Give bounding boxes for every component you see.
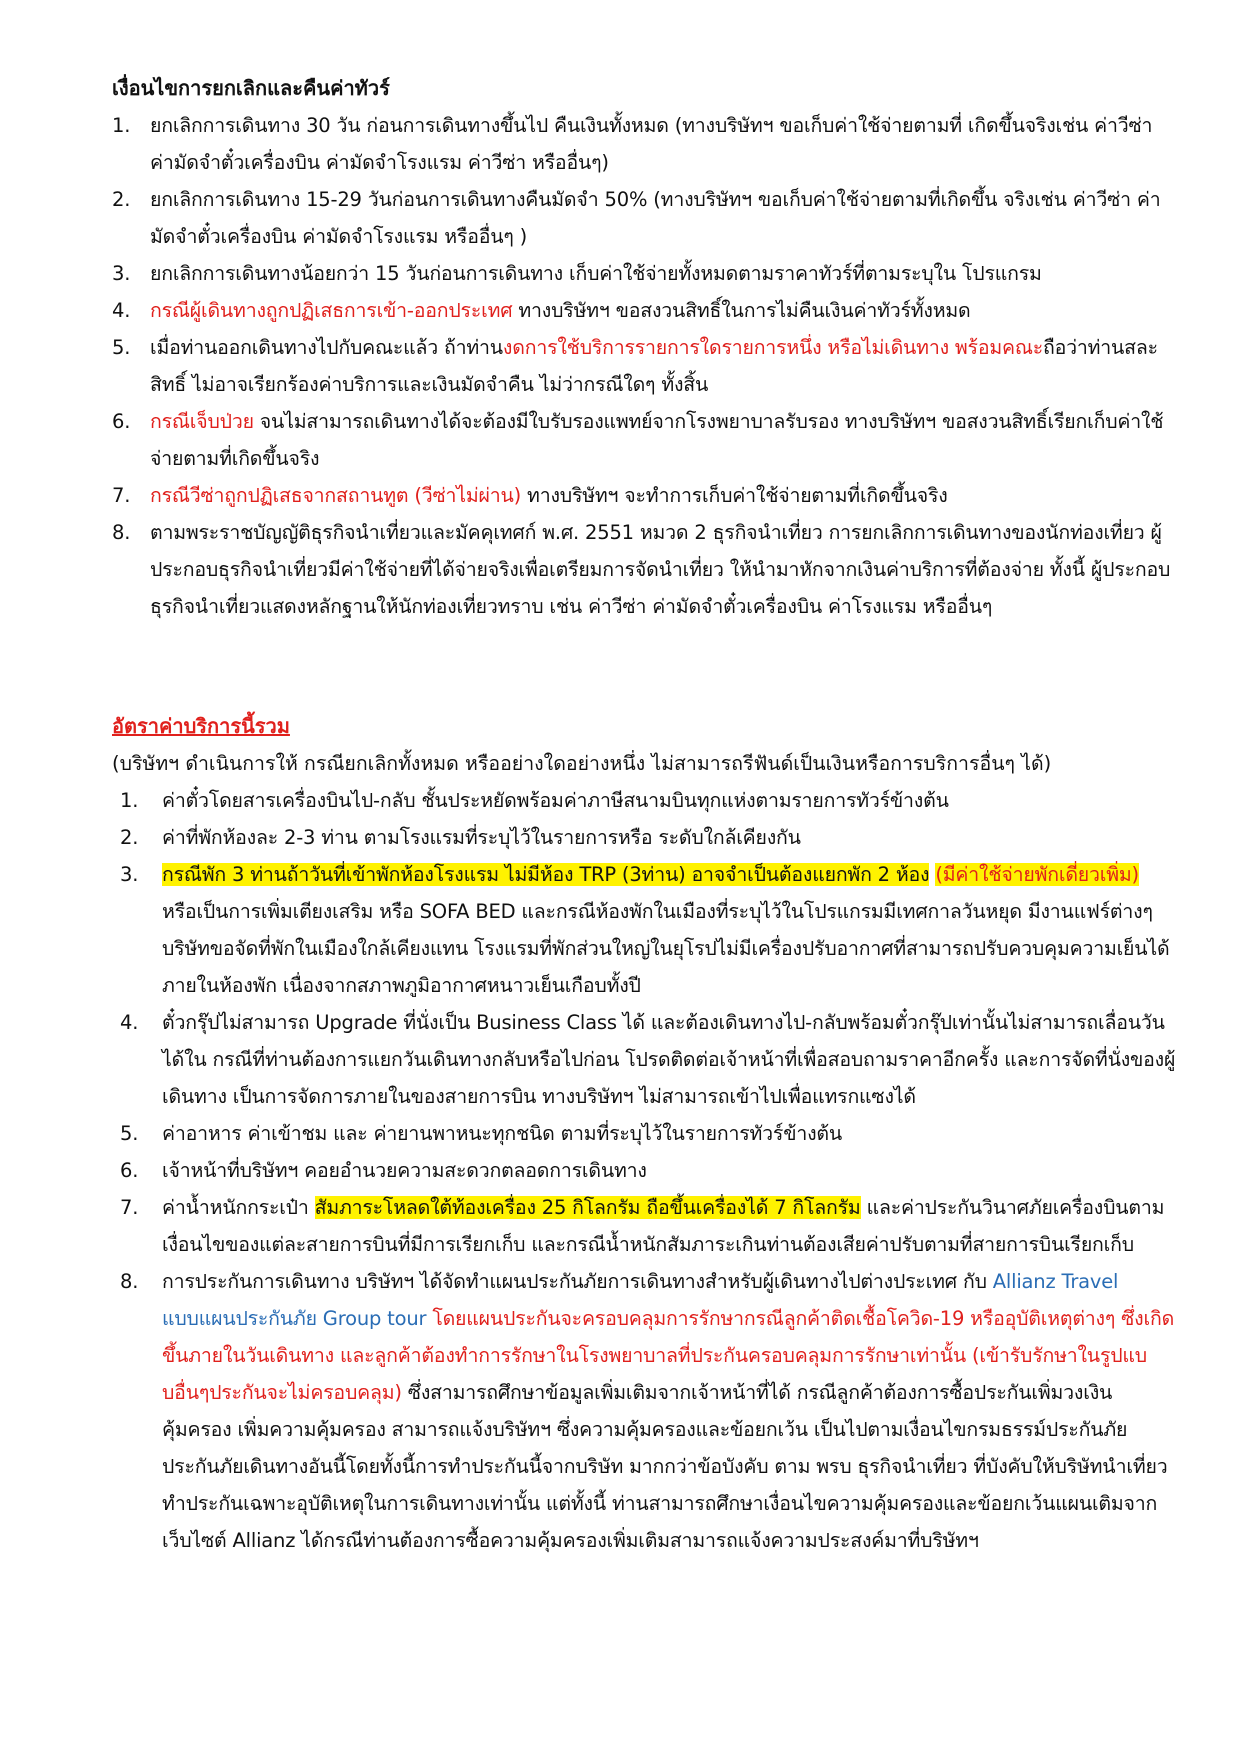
list-item-text: หรือเป็นการเพิ่มเตียงเสริม หรือ SOFA BED และกรณีห้องพักในเมืองที่ระบุไว้ในโปรแกรมมีเทศกาลวันหยุด มีงานแฟร์ต่างๆ บริษัทขอจัดที่พักในเมืองใกล้เคียงแทน โรงแรมที่พักส่วนใหญ่ในยุโรปไม่มีเครื่องปรับอากาศที่สามารถปรับควบคุมความเย็นได้ภายในห้องพัก เนื่องจากสภาพภูมิอากาศหนาวเย็นเกือบทั้งปี (162, 900, 1170, 997)
list-item-text: โดยแผนประกันจะครอบคลุมการรักษากรณีลูกค้าติดเชื้อโควิด-19 หรืออุบัติเหตุต่างๆ ซึ่งเกิดขึ้นภายในวันเดินทาง และลูกค้าต้องทำการรักษาในโรงพยาบาลที่ประกันครอบคลุมการรักษาเท่านั้น (เข้ารับรักษาในรูปแบบอื่นๆประกันจะไม่ครอบคลุม) (162, 1307, 1175, 1404)
list-item (112, 255, 1176, 292)
list-item (112, 782, 1176, 819)
list-item-text: และค่าประกันวินาศภัยเครื่องบินตามเงื่อนไขของแต่ละสายการบินที่มีการเรียกเก็บ และกรณีน้ำหนักสัมภาระเกินท่านต้องเสียค่าปรับตามที่สายการบินเรียกเก็บ (162, 1196, 1165, 1256)
list-item-text: ค่าที่พักห้องละ 2-3 ท่าน ตามโรงแรมที่ระบุไว้ในรายการหรือ ระดับใกล้เคียงกัน (162, 826, 801, 849)
list-item (112, 329, 1176, 403)
list-item-text: จนไม่สามารถเดินทางได้จะต้องมีใบรับรองแพทย์จากโรงพยาบาลรับรอง ทางบริษัทฯ ขอสงวนสิทธิ์เรียกเก็บค่าใช้จ่ายตามที่เกิดขึ้นจริง (150, 410, 1164, 470)
list-item-number: 7. (112, 484, 131, 507)
cancellation-conditions-section (112, 70, 1176, 625)
list-item-number: 2. (112, 188, 131, 211)
list-item (112, 181, 1176, 255)
list-item (112, 292, 1176, 329)
list-item-text: ค่าอาหาร ค่าเข้าชม และ ค่ายานพาหนะทุกชนิด ตามที่ระบุไว้ในรายการทัวร์ข้างต้น (162, 1122, 843, 1145)
list-item-number: 1. (120, 789, 139, 812)
list-item-text: ทางบริษัทฯ จะทำการเก็บค่าใช้จ่ายตามที่เกิดขึ้นจริง (521, 484, 948, 507)
cancellation-title: เงื่อนไขการยกเลิกและคืนค่าทัวร์ (112, 76, 390, 100)
included-title: อัตราค่าบริการนี้รวม (112, 714, 290, 738)
list-item-text: ทางบริษัทฯ ขอสงวนสิทธิ์ในการไม่คืนเงินค่าทัวร์ทั้งหมด (512, 299, 971, 322)
list-item (112, 514, 1176, 625)
list-item (112, 856, 1176, 1004)
list-item-number: 2. (120, 826, 139, 849)
list-item-number: 3. (120, 863, 139, 886)
list-item-text: Allianz Travel แบบแผนประกันภัย Group tour (162, 1270, 1119, 1330)
cancellation-list (112, 107, 1176, 625)
list-item-text: ค่าน้ำหนักกระเป๋า (162, 1196, 315, 1219)
included-list (112, 782, 1176, 1559)
list-item-text: เมื่อท่านออกเดินทางไปกับคณะแล้ว ถ้าท่าน (150, 336, 503, 359)
list-item-number: 4. (120, 1011, 139, 1034)
list-item (112, 477, 1176, 514)
list-item-number: 6. (112, 410, 131, 433)
list-item-text: (มีค่าใช้จ่ายพักเดี่ยวเพิ่ม) (935, 863, 1139, 886)
list-item-text: กรณีพัก 3 ท่านถ้าวันที่เข้าพักห้องโรงแรม ไม่มีห้อง TRP (3ท่าน) อาจจำเป็นต้องแยกพัก 2 ห้อง (162, 863, 930, 886)
list-item-text: งดการใช้บริการรายการใดรายการหนึ่ง หรือไม่เดินทาง พร้อมคณะ (502, 336, 1044, 359)
list-item-number: 1. (112, 114, 131, 137)
list-item-text: สัมภาระโหลดใต้ท้องเครื่อง 25 กิโลกรัม ถือขึ้นเครื่องได้ 7 กิโลกรัม (314, 1196, 861, 1219)
list-item (112, 1004, 1176, 1115)
list-item (112, 819, 1176, 856)
list-item-text: ซึ่งสามารถศึกษาข้อมูลเพิ่มเติมจากเจ้าหน้าที่ได้ กรณีลูกค้าต้องการซื้อประกันเพิ่มวงเงินคุ้มครอง เพิ่มความคุ้มครอง สามารถแจ้งบริษัทฯ ซึ่งความคุ้มครองและข้อยกเว้น เป็นไปตามเงื่อนไขกรมธรรม์ประกันภัย ประกันภัยเดินทางอันนี้โดยทั้งนี้การทำประกันนี้จากบริษัท มากกว่าข้อบังคับ ตาม พรบ ธุรกิจนำเที่ยว ที่บังคับให้บริษัทนำเที่ยว ทำประกันเฉพาะอุบัติเหตุในการเดินทางเท่านั้น แต่ทั้งนี้ ท่านสามารถศึกษาเงื่อนไขความคุ้มครองและข้อยกเว้นแผนเติมจากเว็บไซต์ Allianz ได้กรณีท่านต้องการซื้อความคุ้มครองเพิ่มเติมสามารถแจ้งความประสงค์มาที่บริษัทฯ (162, 1381, 1168, 1552)
list-item-number: 8. (120, 1270, 139, 1293)
list-item-text: ยกเลิกการเดินทาง 15-29 วันก่อนการเดินทางคืนมัดจำ 50% (ทางบริษัทฯ ขอเก็บค่าใช้จ่ายตามที่เกิดขึ้น จริงเช่น ค่าวีซ่า ค่ามัดจำตั๋วเครื่องบิน ค่ามัดจำโรงแรม หรืออื่นๆ ) (150, 188, 1161, 248)
list-item-number: 5. (112, 336, 131, 359)
list-item (112, 1115, 1176, 1152)
list-item-text: การประกันการเดินทาง บริษัทฯ ได้จัดทำแผนประกันภัยการเดินทางสำหรับผู้เดินทางไปต่างประเทศ กับ (162, 1270, 993, 1293)
list-item (112, 107, 1176, 181)
list-item-text: ตามพระราชบัญญัติธุรกิจนำเที่ยวและมัคคุเทศก์ พ.ศ. 2551 หมวด 2 ธุรกิจนำเที่ยว การยกเลิกการเดินทางของนักท่องเที่ยว ผู้ประกอบธุรกิจนำเที่ยวมีค่าใช้จ่ายที่ได้จ่ายจริงเพื่อเตรียมการจัดนำเที่ยว ให้นำมาหักจากเงินค่าบริการที่ต้องจ่าย ทั้งนี้ ผู้ประกอบธุรกิจนำเที่ยวแสดงหลักฐานให้นักท่องเที่ยวทราบ เช่น ค่าวีซ่า ค่ามัดจำตั๋วเครื่องบิน ค่าโรงแรม หรืออื่นๆ (150, 521, 1171, 618)
list-item-text: ตั๋วกรุ๊ปไม่สามารถ Upgrade ที่นั่งเป็น Business Class ได้ และต้องเดินทางไป-กลับพร้อมตั๋วกรุ๊ปเท่านั้นไม่สามารถเลื่อนวันได้ใน กรณีที่ท่านต้องการแยกวันเดินทางกลับหรือไปก่อน โปรดติดต่อเจ้าหน้าที่เพื่อสอบถามราคาอีกครั้ง และการจัดที่นั่งของผู้เดินทาง เป็นการจัดการภายในของสายการบิน ทางบริษัทฯ ไม่สามารถเข้าไปเพื่อแทรกแซงได้ (162, 1011, 1176, 1108)
list-item-text: กรณีเจ็บป่วย (150, 410, 254, 433)
list-item-text: ค่าตั๋วโดยสารเครื่องบินไป-กลับ ชั้นประหยัดพร้อมค่าภาษีสนามบินทุกแห่งตามรายการทัวร์ข้างต้น (162, 789, 949, 812)
list-item-number: 6. (120, 1159, 139, 1182)
list-item-text: เจ้าหน้าที่บริษัทฯ คอยอำนวยความสะดวกตลอดการเดินทาง (162, 1159, 647, 1182)
list-item-number: 4. (112, 299, 131, 322)
included-services-section (112, 708, 1176, 1559)
list-item-number: 7. (120, 1196, 139, 1219)
list-item (112, 1189, 1176, 1263)
list-item-text: ถือว่าท่านสละสิทธิ์ ไม่อาจเรียกร้องค่าบริการและเงินมัดจำคืน ไม่ว่ากรณีใดๆ ทั้งสิ้น (150, 336, 1158, 396)
list-item-number: 3. (112, 262, 131, 285)
list-item (112, 403, 1176, 477)
list-item-text: ยกเลิกการเดินทาง 30 วัน ก่อนการเดินทางขึ้นไป คืนเงินทั้งหมด (ทางบริษัทฯ ขอเก็บค่าใช้จ่ายตามที่ เกิดขึ้นจริงเช่น ค่าวีซ่า ค่ามัดจำตั๋วเครื่องบิน ค่ามัดจำโรงแรม ค่าวีซ่า หรืออื่นๆ) (150, 114, 1153, 174)
list-item-text: กรณีวีซ่าถูกปฏิเสธจากสถานทูต (วีซ่าไม่ผ่าน) (150, 484, 522, 507)
list-item-text: ยกเลิกการเดินทางน้อยกว่า 15 วันก่อนการเดินทาง เก็บค่าใช้จ่ายทั้งหมดตามราคาทัวร์ที่ตามระบุใน โปรแกรม (150, 262, 1042, 285)
list-item (112, 1152, 1176, 1189)
list-item (112, 1263, 1176, 1559)
list-item-number: 5. (120, 1122, 139, 1145)
list-item-text: กรณีผู้เดินทางถูกปฏิเสธการเข้า-ออกประเทศ (150, 299, 513, 322)
list-item-number: 8. (112, 521, 131, 544)
included-intro: (บริษัทฯ ดำเนินการให้ กรณียกเลิกทั้งหมด หรืออย่างใดอย่างหนึ่ง ไม่สามารถรีฟันด์เป็นเงินหรือการบริการอื่นๆ ได้) (112, 752, 1052, 775)
